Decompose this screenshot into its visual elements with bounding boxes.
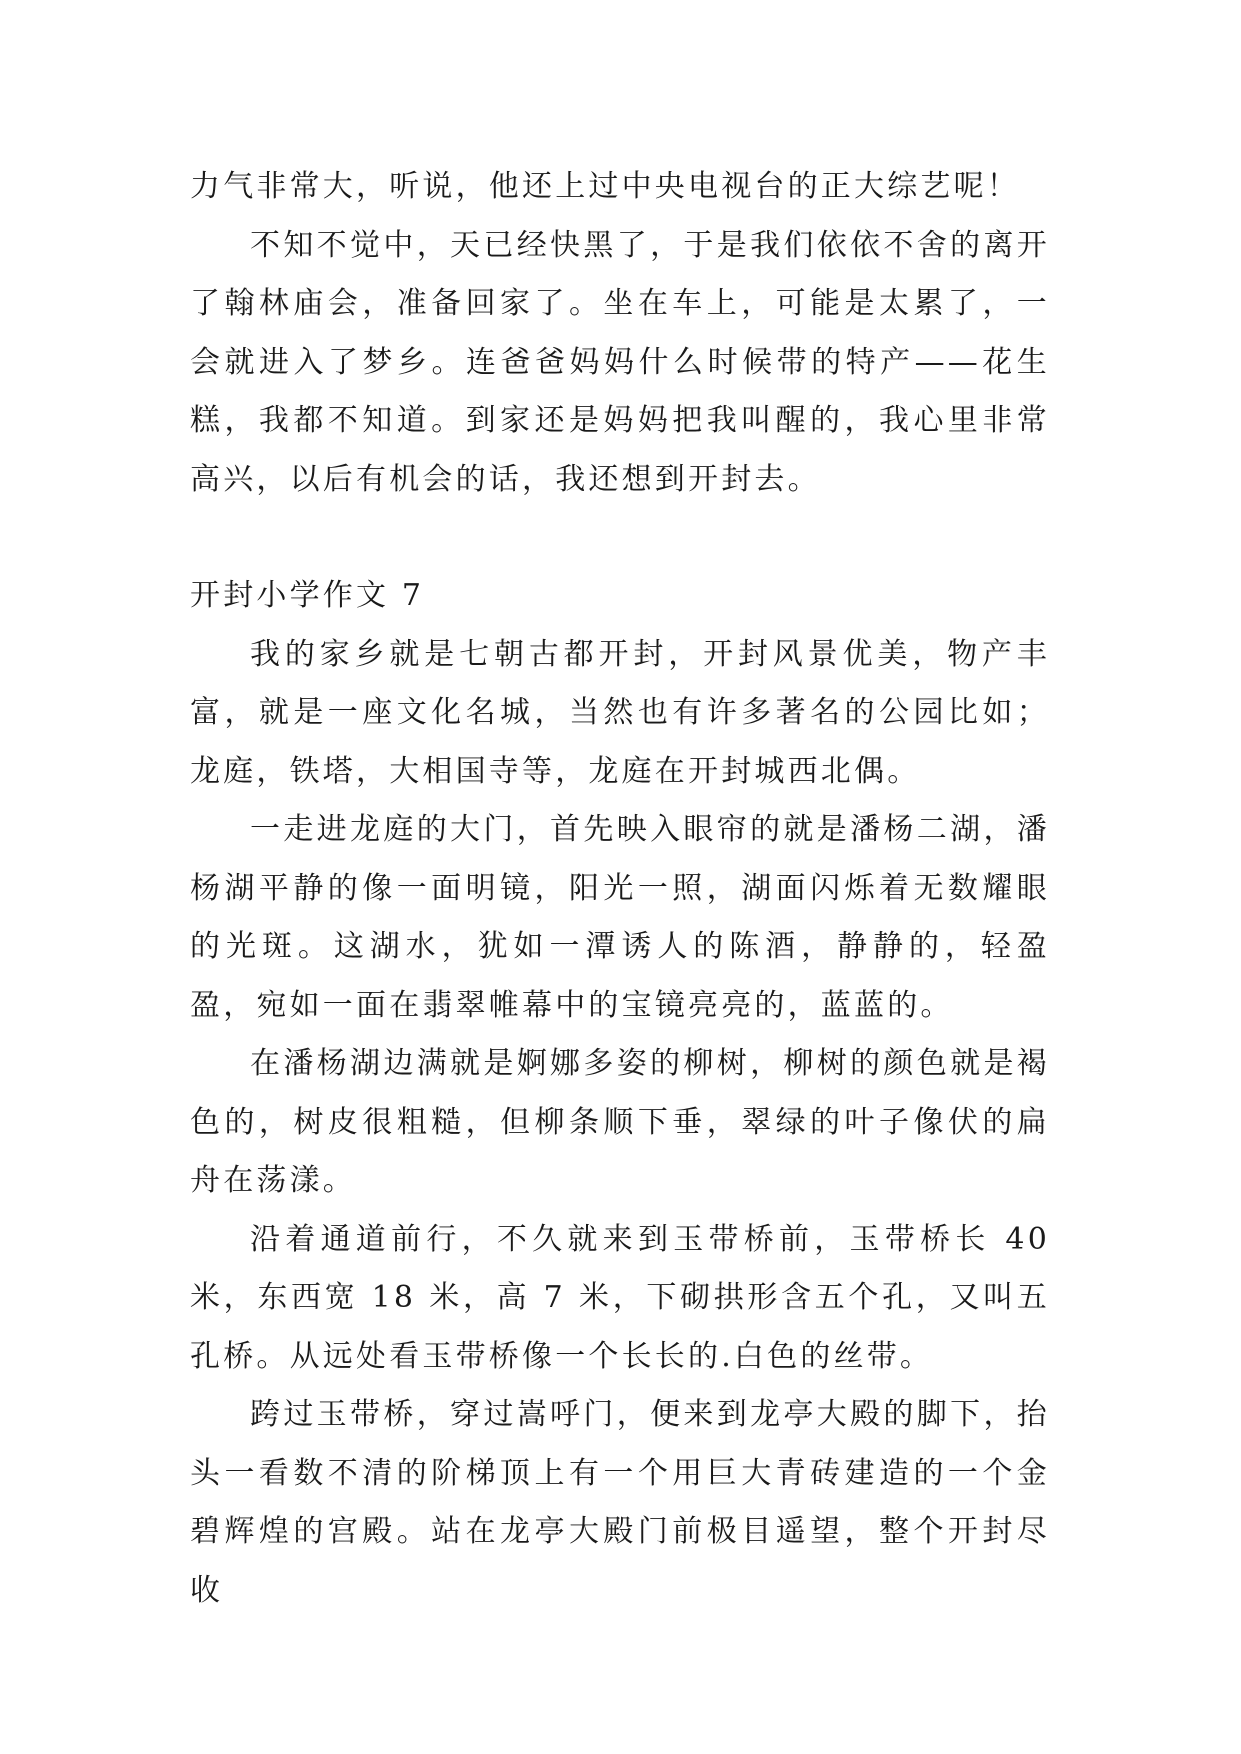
paragraph: 沿着通道前行，不久就来到玉带桥前，玉带桥长 40 米，东西宽 18 米，高 7 米，下砌拱形含五个孔，又叫五孔桥。从远处看玉带桥像一个长长的.白色的丝带。 — [190, 1221, 1050, 1374]
paragraph: 一走进龙庭的大门，首先映入眼帘的就是潘杨二湖，潘杨湖平静的像一面明镜，阳光一照，湖面闪烁着无数耀眼的光斑。这湖水，犹如一潭诱人的陈酒，静静的，轻盈盈，宛如一面在翡翠帷幕中的宝镜亮亮的，蓝蓝的。 — [190, 812, 1050, 1023]
paragraph: 在潘杨湖边满就是婀娜多姿的柳树，柳树的颜色就是褐色的，树皮很粗糙，但柳条顺下垂，翠绿的叶子像伏的扁舟在荡漾。 — [190, 1046, 1050, 1198]
paragraph: 跨过玉带桥，穿过嵩呼门，便来到龙亭大殿的脚下，抬头一看数不清的阶梯顶上有一个用巨大青砖建造的一个金碧辉煌的宫殿。站在龙亭大殿门前极目遥望，整个开封尽收 — [190, 1397, 1050, 1608]
document-body — [190, 158, 1050, 1620]
section-title: 开封小学作文 7 — [190, 578, 425, 613]
paragraph: 不知不觉中，天已经快黑了，于是我们依依不舍的离开了翰林庙会，准备回家了。坐在车上，可能是太累了，一会就进入了梦乡。连爸爸妈妈什么时候带的特产——花生糕，我都不知道。到家还是妈妈把我叫醒的，我心里非常高兴，以后有机会的话，我还想到开封去。 — [190, 227, 1050, 497]
paragraph-continuation: 力气非常大，听说，他还上过中央电视台的正大综艺呢！ — [190, 169, 1020, 204]
paragraph: 我的家乡就是七朝古都开封，开封风景优美，物产丰富，就是一座文化名城，当然也有许多著名的公园比如；龙庭，铁塔，大相国寺等，龙庭在开封城西北偶。 — [190, 636, 1050, 789]
